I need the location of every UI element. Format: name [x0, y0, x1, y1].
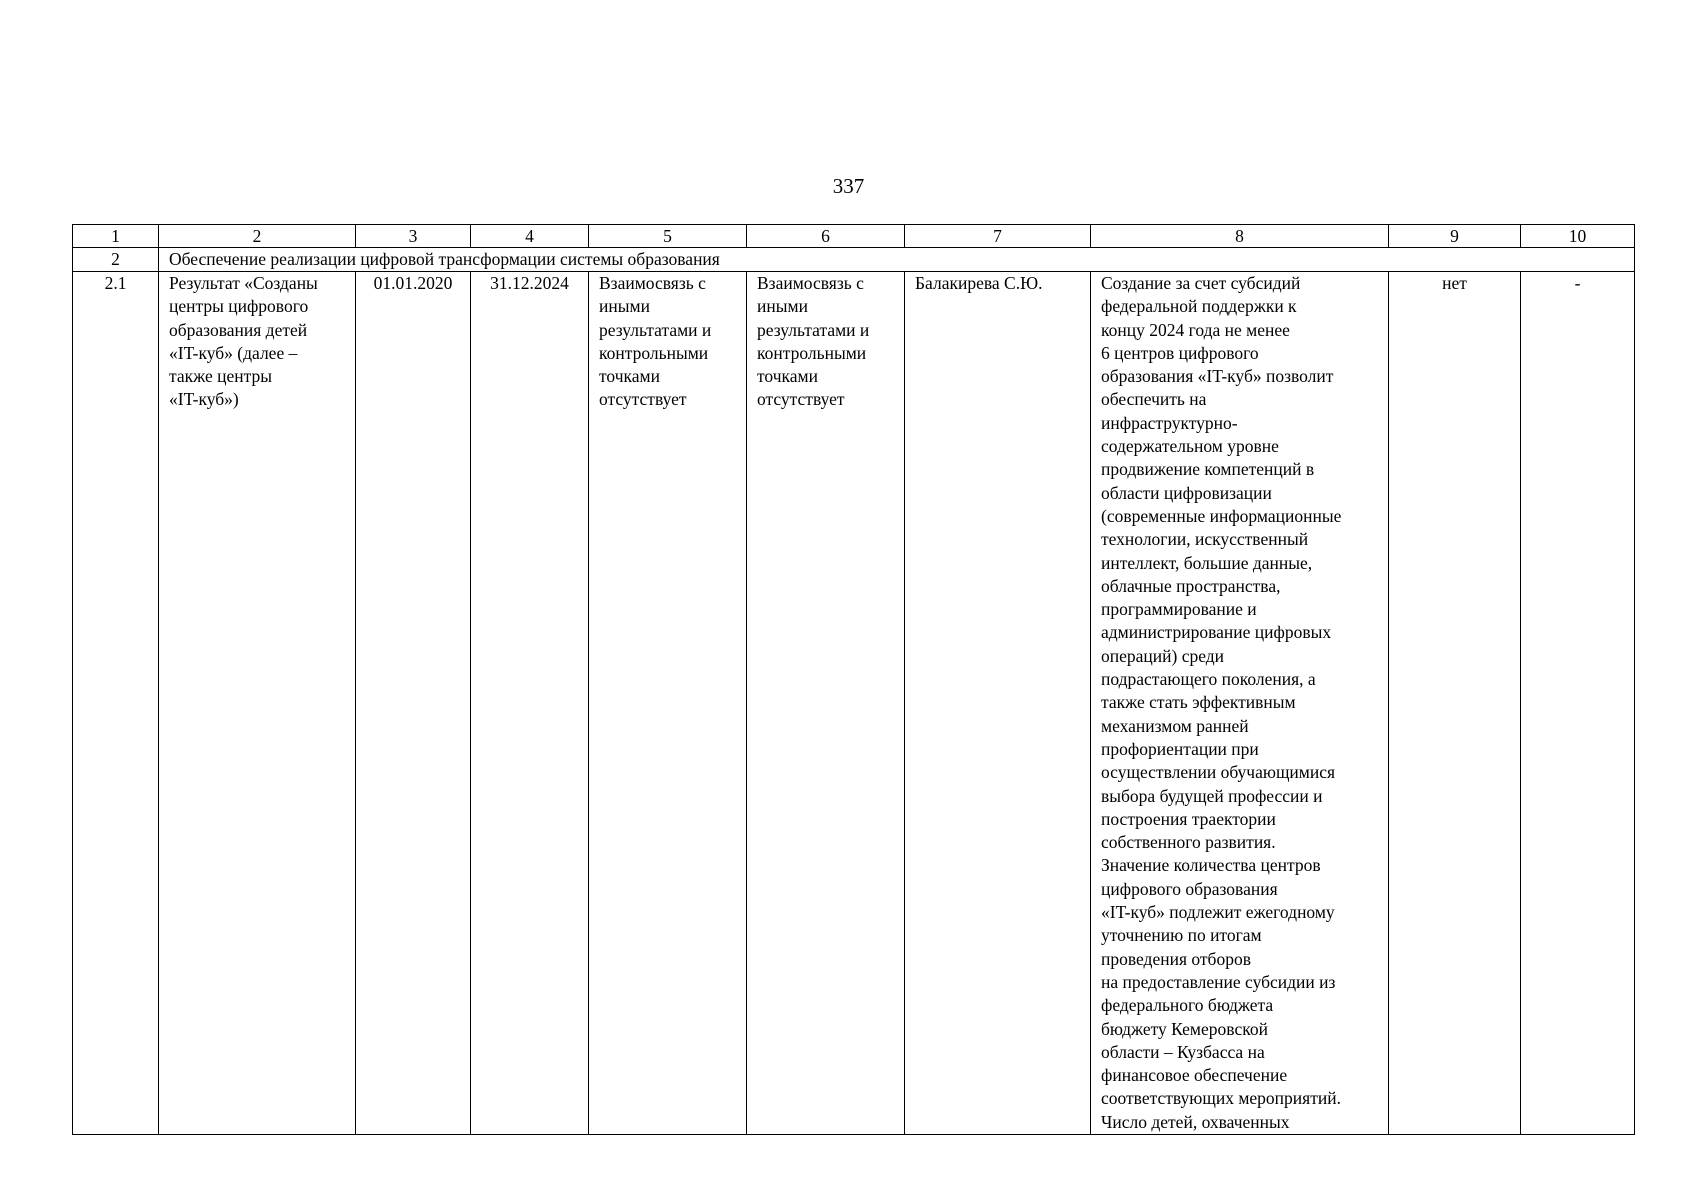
start-date: 01.01.2020 — [356, 272, 471, 1135]
cell-9: нет — [1389, 272, 1521, 1135]
relation-cell-5: Взаимосвязь с иными результатами и контрольными точками отсутствует — [589, 272, 747, 1135]
row-number: 2.1 — [73, 272, 159, 1135]
header-cell-6: 6 — [747, 225, 905, 248]
results-table — [72, 224, 1635, 1135]
table-header-row — [73, 225, 1635, 248]
header-cell-10: 10 — [1521, 225, 1635, 248]
section-title: Обеспечение реализации цифровой трансформации системы образования — [159, 248, 1635, 272]
header-cell-2: 2 — [159, 225, 356, 248]
section-row — [73, 248, 1635, 272]
result-description: Создание за счет субсидий федеральной поддержки к концу 2024 года не менее 6 центров цифрового образования «IT-куб» позволит обеспечить на инфраструктурно- содержательном уровне продвижение компетенций в области цифровизации (современные информационные технологии, искусственный интеллект, большие данные, облачные пространства, программирование и администрирование цифровых операций) среди подрастающего поколения, а также стать эффективным механизмом ранней профориентации при осуществлении обучающимися выбора будущей профессии и построения траектории собственного развития. Значение количества центров цифрового образования «IT-куб» подлежит ежегодному уточнению по итогам проведения отборов на предоставление субсидии из федерального бюджета бюджету Кемеровской области – Кузбасса на финансовое обеспечение соответствующих мероприятий. Число детей, охваченных — [1091, 272, 1389, 1135]
header-cell-1: 1 — [73, 225, 159, 248]
header-cell-4: 4 — [471, 225, 589, 248]
result-name: Результат «Созданы центры цифрового образования детей «IT-куб» (далее – также центры «IT-куб») — [159, 272, 356, 1135]
end-date: 31.12.2024 — [471, 272, 589, 1135]
header-cell-7: 7 — [905, 225, 1091, 248]
relation-cell-6: Взаимосвязь с иными результатами и контрольными точками отсутствует — [747, 272, 905, 1135]
responsible-person: Балакирева С.Ю. — [905, 272, 1091, 1135]
page-number: 337 — [832, 174, 865, 198]
table-row — [73, 272, 1635, 1135]
section-number: 2 — [73, 248, 159, 272]
header-cell-8: 8 — [1091, 225, 1389, 248]
header-cell-5: 5 — [589, 225, 747, 248]
header-cell-9: 9 — [1389, 225, 1521, 248]
cell-10: - — [1521, 272, 1635, 1135]
header-cell-3: 3 — [356, 225, 471, 248]
